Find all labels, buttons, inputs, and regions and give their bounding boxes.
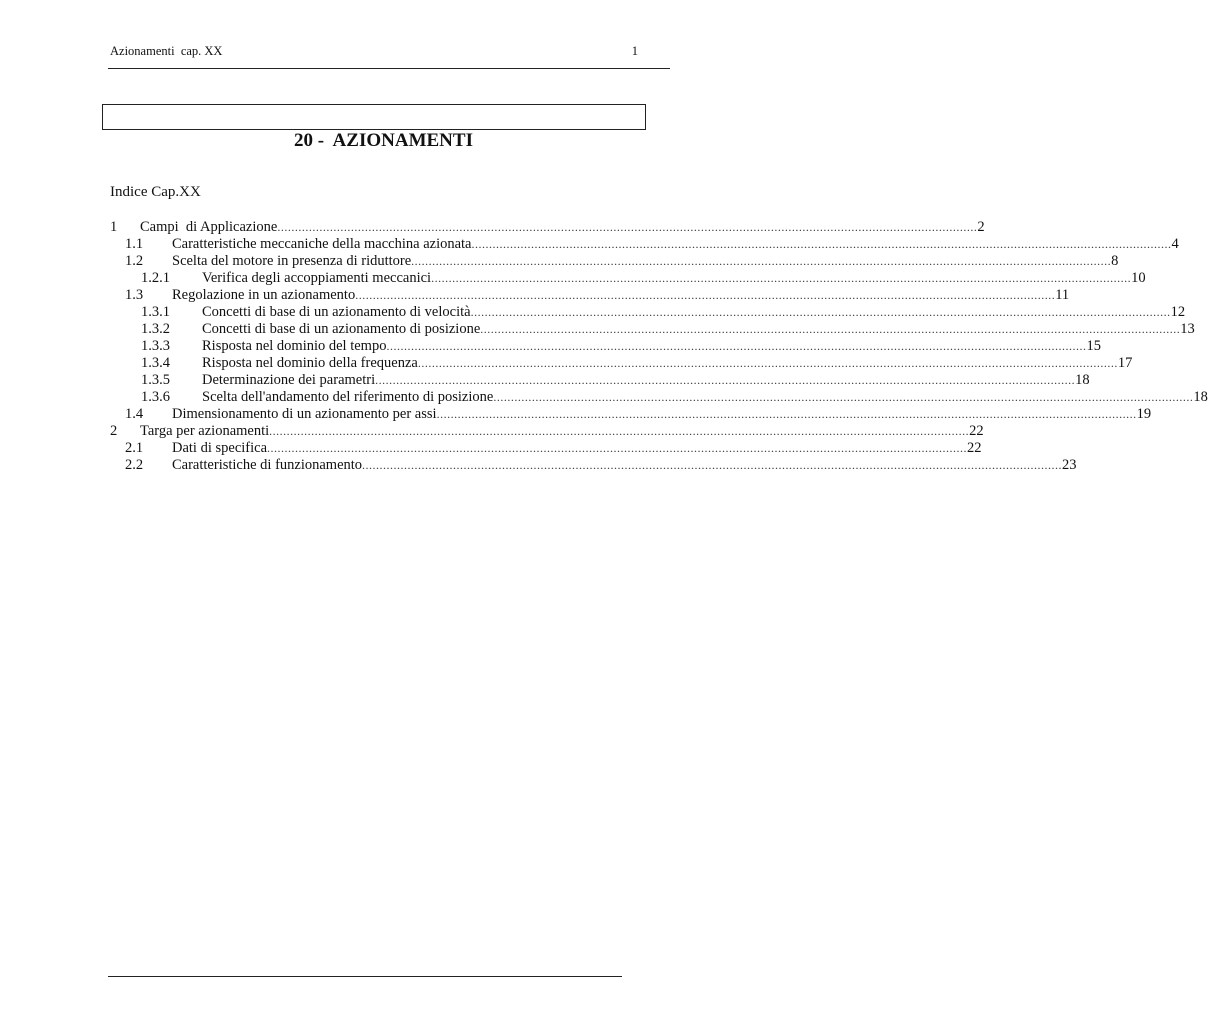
toc-dot-leader: ........................................................................................................................................................................................................ (355, 288, 1056, 302)
toc-entry[interactable] (110, 406, 1152, 423)
toc-entry-number: 1.2 (125, 253, 144, 269)
toc-entry[interactable] (110, 253, 1119, 270)
toc-entry-page: 17 (1117, 355, 1133, 371)
toc-dot-leader: ........................................................................................................................................................................................................ (493, 390, 1194, 404)
toc-entry-number: 1.3.6 (141, 389, 170, 405)
toc-dot-leader: ........................................................................................................................................................................................................ (470, 305, 1171, 319)
toc-entry-title: Determinazione dei parametri (202, 372, 376, 388)
toc-entry-number: 2 (110, 423, 118, 439)
toc-entry-number: 1.3 (125, 287, 144, 303)
toc-dot-leader: ........................................................................................................................................................................................................ (436, 407, 1137, 421)
chapter-title-box (102, 104, 646, 151)
toc-entry-title: Campi di Applicazione (140, 219, 278, 235)
toc-entry[interactable] (110, 270, 1146, 287)
footer-divider (108, 976, 622, 977)
toc-entry-number: 1.3.2 (141, 321, 170, 337)
toc-entry-page: 23 (1062, 457, 1077, 473)
toc-dot-leader: ........................................................................................................................................................................................................ (480, 322, 1181, 336)
toc-entry-title: Verifica degli accoppiamenti meccanici (202, 270, 432, 286)
toc-entry-page: 18 (1193, 389, 1208, 405)
toc-dot-leader: ........................................................................................................................................................................................................ (471, 237, 1172, 251)
header-divider (108, 68, 670, 69)
toc-entry-title: Risposta nel dominio della frequenza (202, 355, 418, 371)
chapter-title: 20 - AZIONAMENTI (294, 130, 473, 151)
toc-entry-page: 22 (969, 423, 984, 439)
toc-entry-number: 1 (110, 219, 118, 235)
toc-entry[interactable] (110, 457, 1077, 474)
toc-entry-page: 19 (1136, 406, 1152, 422)
running-header-page-number: 1 (631, 44, 638, 58)
toc-entry-number: 1.2.1 (141, 270, 170, 286)
toc-entry-title: Dimensionamento di un azionamento per assi (172, 406, 437, 422)
toc-dot-leader: ........................................................................................................................................................................................................ (431, 271, 1132, 285)
toc-entry-page: 2 (977, 219, 985, 235)
toc-entry-number: 1.3.1 (141, 304, 170, 320)
toc-entry-page: 22 (967, 440, 982, 456)
toc-entry[interactable] (110, 219, 985, 236)
toc-entry-number: 1.1 (125, 236, 144, 252)
index-heading: Indice Cap.XX (110, 184, 201, 200)
toc-entry-title: Dati di specifica (172, 440, 268, 456)
toc-entry-page: 11 (1055, 287, 1070, 303)
toc-entry-title: Concetti di base di un azionamento di posizione (202, 321, 481, 337)
toc-entry-title: Scelta del motore in presenza di riduttore (172, 253, 412, 269)
toc-dot-leader: ........................................................................................................................................................................................................ (277, 220, 978, 234)
toc-entry[interactable] (110, 372, 1090, 389)
running-header (110, 44, 638, 62)
toc-dot-leader: ........................................................................................................................................................................................................ (411, 254, 1112, 268)
toc-dot-leader: ........................................................................................................................................................................................................ (375, 373, 1076, 387)
toc-entry-title: Scelta dell'andamento del riferimento di posizione (202, 389, 494, 405)
toc-entry-number: 2.2 (125, 457, 144, 473)
toc-entry-page: 15 (1086, 338, 1101, 354)
toc-dot-leader: ........................................................................................................................................................................................................ (417, 356, 1118, 370)
toc-entry-number: 1.3.3 (141, 338, 170, 354)
toc-entry-title: Regolazione in un azionamento (172, 287, 356, 303)
toc-entry[interactable] (110, 304, 1186, 321)
toc-entry-number: 1.3.5 (141, 372, 170, 388)
toc-entry-page: 4 (1171, 236, 1179, 252)
toc-entry-title: Caratteristiche di funzionamento (172, 457, 363, 473)
toc-entry-page: 12 (1170, 304, 1186, 320)
toc-entry[interactable] (110, 440, 982, 457)
toc-entry-number: 1.4 (125, 406, 144, 422)
toc-entry-page: 8 (1111, 253, 1119, 269)
toc-entry[interactable] (110, 389, 1208, 406)
toc-entry-page: 18 (1075, 372, 1090, 388)
toc-entry-page: 13 (1180, 321, 1195, 337)
toc-entry-page: 10 (1131, 270, 1146, 286)
toc-entry[interactable] (110, 236, 1179, 253)
toc-entry-title: Caratteristiche meccaniche della macchina azionata (172, 236, 472, 252)
toc-dot-leader: ........................................................................................................................................................................................................ (269, 424, 970, 438)
toc-entry[interactable] (110, 338, 1101, 355)
toc-entry[interactable] (110, 287, 1070, 304)
toc-entry[interactable] (110, 321, 1195, 338)
toc-entry[interactable] (110, 355, 1133, 372)
toc-dot-leader: ........................................................................................................................................................................................................ (362, 458, 1063, 472)
toc-entry[interactable] (110, 423, 984, 440)
toc-entry-title: Concetti di base di un azionamento di velocità (202, 304, 471, 320)
toc-entry-title: Targa per azionamenti (140, 423, 270, 439)
toc-dot-leader: ........................................................................................................................................................................................................ (267, 441, 968, 455)
toc-entry-title: Risposta nel dominio del tempo (202, 338, 387, 354)
table-of-contents (110, 219, 1208, 474)
toc-dot-leader: ........................................................................................................................................................................................................ (386, 339, 1087, 353)
running-header-title: Azionamenti cap. XX (110, 44, 223, 58)
toc-entry-number: 2.1 (125, 440, 144, 456)
toc-entry-number: 1.3.4 (141, 355, 170, 371)
